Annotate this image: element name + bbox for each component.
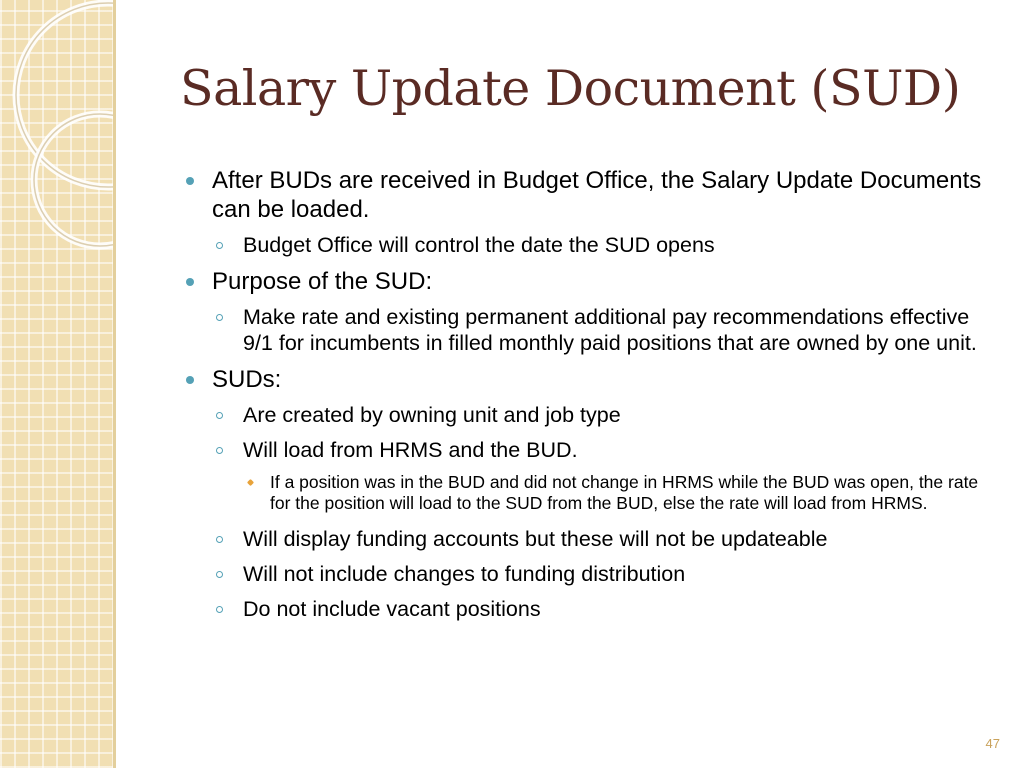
sub-bullet-item bbox=[186, 304, 986, 356]
hollow-circle-icon bbox=[216, 606, 223, 613]
hollow-circle-icon bbox=[216, 412, 223, 419]
bullet-dot-icon bbox=[186, 376, 194, 384]
sub-bullet-item bbox=[186, 561, 986, 587]
bullet-item bbox=[186, 166, 986, 224]
sub-bullet-text: Will display funding accounts but these will not be updateable bbox=[243, 527, 828, 551]
bullet-item bbox=[186, 365, 986, 394]
bullet-text: SUDs: bbox=[212, 366, 282, 393]
hollow-circle-icon bbox=[216, 571, 223, 578]
bullet-item bbox=[186, 267, 986, 296]
sub-bullet-item bbox=[186, 596, 986, 622]
sub-bullet-text: Will load from HRMS and the BUD. bbox=[243, 438, 578, 462]
bullet-list bbox=[186, 166, 986, 631]
decorative-rings bbox=[0, 0, 113, 768]
diamond-bullet-icon bbox=[247, 479, 254, 486]
bullet-text: After BUDs are received in Budget Office, the Salary Update Documents can be loaded. bbox=[212, 167, 982, 223]
hollow-circle-icon bbox=[216, 242, 223, 249]
sub-bullet-text: Do not include vacant positions bbox=[243, 597, 541, 621]
sub-sub-bullet-text: If a position was in the BUD and did not change in HRMS while the BUD was open, the rate for the position will load to the SUD from the BUD, else the rate will load from HRMS. bbox=[270, 472, 979, 513]
hollow-circle-icon bbox=[216, 536, 223, 543]
bullet-dot-icon bbox=[186, 177, 194, 185]
sub-bullet-text: Make rate and existing permanent additional pay recommendations effective 9/1 for incumbents in filled monthly paid positions that are owned by one unit. bbox=[243, 305, 977, 355]
hollow-circle-icon bbox=[216, 314, 223, 321]
decorative-sidebar bbox=[0, 0, 113, 768]
sub-bullet-item bbox=[186, 437, 986, 463]
sub-bullet-item bbox=[186, 526, 986, 552]
sub-bullet-item bbox=[186, 402, 986, 428]
sub-bullet-text: Budget Office will control the date the SUD opens bbox=[243, 233, 715, 257]
slide-title: Salary Update Document (SUD) bbox=[180, 60, 961, 117]
hollow-circle-icon bbox=[216, 447, 223, 454]
sub-bullet-item bbox=[186, 232, 986, 258]
sidebar-divider bbox=[113, 0, 116, 768]
page-number: 47 bbox=[985, 736, 1000, 751]
sub-bullet-text: Are created by owning unit and job type bbox=[243, 403, 621, 427]
sub-bullet-text: Will not include changes to funding distribution bbox=[243, 562, 686, 586]
sub-sub-bullet-item bbox=[186, 472, 986, 514]
bullet-dot-icon bbox=[186, 278, 194, 286]
bullet-text: Purpose of the SUD: bbox=[212, 268, 433, 295]
